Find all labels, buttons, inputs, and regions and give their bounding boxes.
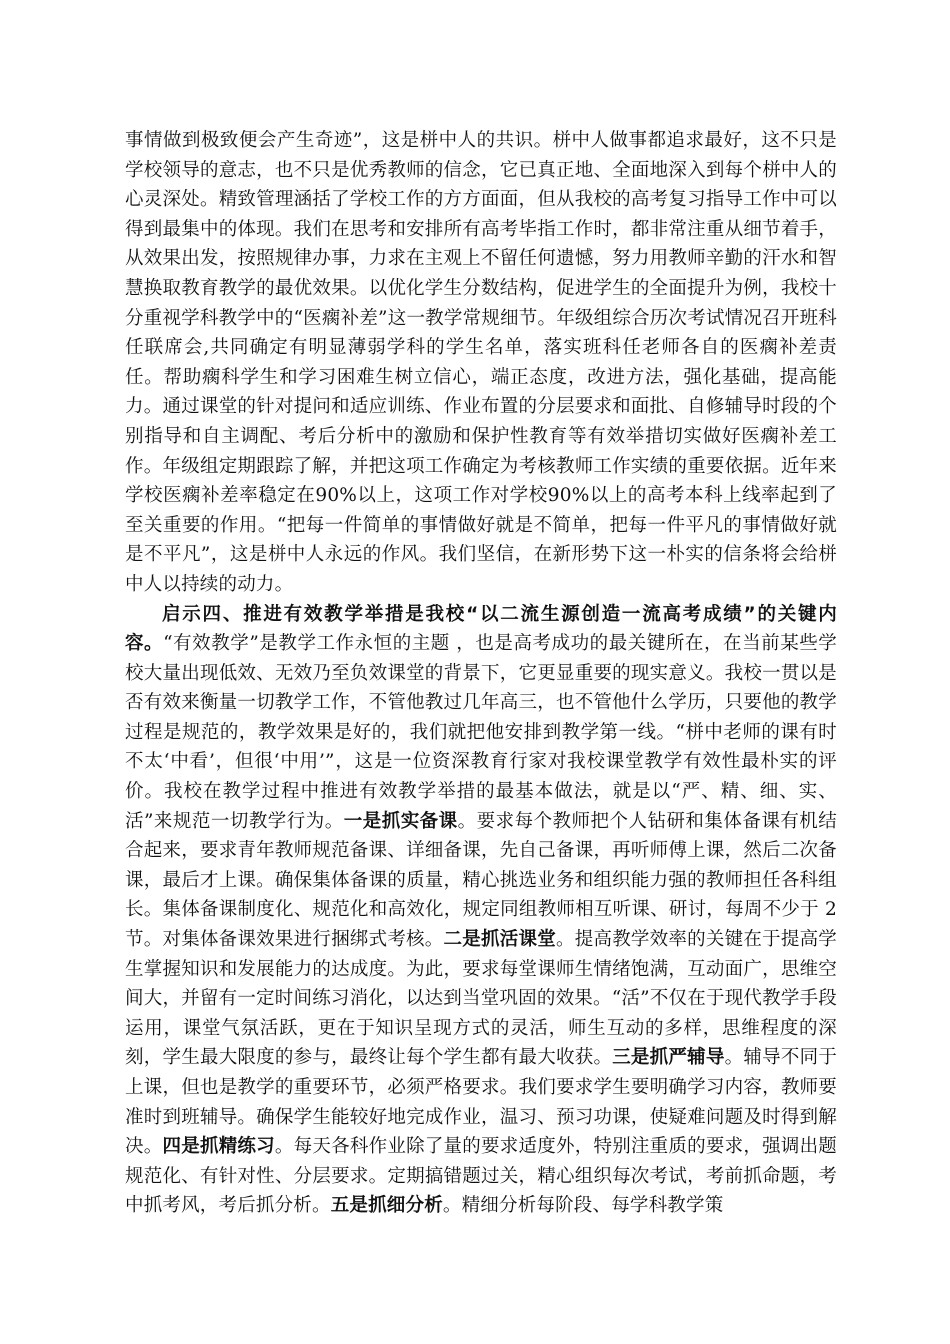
point-four-heading: 四是抓精练习: [162, 1136, 275, 1158]
point-three-heading: 三是抓严辅导: [612, 1047, 725, 1069]
point-five-heading: 五是抓细分析: [330, 1195, 443, 1217]
paragraph-1: [125, 126, 837, 600]
paragraph-2-text-d: 。辅导不同于上课，但也是教学的重要环节，必须严格要求。我们要求学生要明确学习内容，教师要准时到班辅导。确保学生能较好地完成作业，温习、预习功课，使疑难问题及时得到解决。: [125, 1047, 838, 1158]
heading-inspiration-four: 启示四、推进有效教学举措是我校“以二流生源创造一流高考成绩”的关键内容。: [125, 603, 837, 655]
paragraph-2-text-e: 。每天各科作业除了量的要求适度外，特别注重质的要求，强调出题规范化、有针对性、分层要求。定期搞错题过关，精心组织每次考试，考前抓命题，考中抓考风，考后抓分析。: [125, 1136, 838, 1217]
paragraph-2: [125, 600, 837, 1221]
paragraph-2-text-f: 。精细分析每阶段、每学科教学策: [442, 1195, 724, 1217]
paragraph-2-text-a: “有效教学”是教学工作永恒的主题 ，也是高考成功的最关键所在，在当前某些学校大量出现低效、无效乃至负效课堂的背景下，它更显重要的现实意义。我校一贯以是否有效来衡量一切教学工作，不管他教过几年高三，也不管他什么学历，只要他的教学过程是规范的，教学效果是好的，我们就把他安排到教学第一线。“栟中老师的课有时不太‘中看’，但很‘中用’”，这是一位资深教育行家对我校课堂教学有效性最朴实的评价。我校在教学过程中推进有效教学举措的最基本做法，就是以“严、精、细、实、活”来规范一切教学行为。: [125, 633, 837, 832]
document-page: [125, 126, 837, 1221]
paragraph-2-text-b: 。要求每个教师把个人钻研和集体备课有机结合起来，要求青年教师规范备课、详细备课，先自己备课，再听师傅上课，然后二次备课，最后才上课。确保集体备课的质量，精心挑选业务和组织能力强的教师担任各科组长。集体备课制度化、规范化和高效化，规定同组教师相互听课、研讨，每周不少于 2 节。对集体备课效果进行捆绑式考核。: [125, 810, 837, 951]
point-two-heading: 二是抓活课堂: [443, 929, 556, 951]
point-one-heading: 一是抓实备课: [343, 810, 458, 832]
paragraph-2-text-c: 。提高教学效率的关键在于提高学生掌握知识和发展能力的达成度。为此，要求每堂课师生情绪饱满，互动面广，思维空间大，并留有一定时间练习消化，以达到当堂巩固的效果。“活”不仅在于现代教学手段运用，课堂气氛活跃，更在于知识呈现方式的灵活，师生互动的多样，思维程度的深刻，学生最大限度的参与，最终让每个学生都有最大收获。: [125, 929, 838, 1069]
paragraph-1-text: 事情做到极致便会产生奇迹”，这是栟中人的共识。栟中人做事都追求最好，这不只是学校领导的意志，也不只是优秀教师的信念，它已真正地、全面地深入到每个栟中人的心灵深处。精致管理涵括了学校工作的方方面面，但从我校的高考复习指导工作中可以得到最集中的体现。我们在思考和安排所有高考毕指工作时，都非常注重从细节着手，从效果出发，按照规律办事，力求在主观上不留任何遗憾，努力用教师辛勤的汗水和智慧换取教育教学的最优效果。以优化学生分数结构，促进学生的全面提升为例，我校十分重视学科教学中的“医瘸补差”这一教学常规细节。年级组综合历次考试情况召开班科任联席会,共同确定有明显薄弱学科的学生名单，落实班科任老师各自的医瘸补差责任。帮助瘸科学生和学习困难生树立信心，端正态度，改进方法，强化基础，提高能力。通过课堂的针对提问和适应训练、作业布置的分层要求和面批、自修辅导时段的个别指导和自主调配、考后分析中的激励和保护性教育等有效举措切实做好医瘸补差工作。年级组定期跟踪了解，并把这项工作确定为考核教师工作实绩的重要依据。近年来学校医瘸补差率稳定在90%以上，这项工作对学校90%以上的高考本科上线率起到了至关重要的作用。“把每一件简单的事情做好就是不简单，把每一件平凡的事情做好就是不平凡”，这是栟中人永远的作风。我们坚信，在新形势下这一朴实的信条将会给栟中人以持续的动力。: [125, 130, 837, 595]
